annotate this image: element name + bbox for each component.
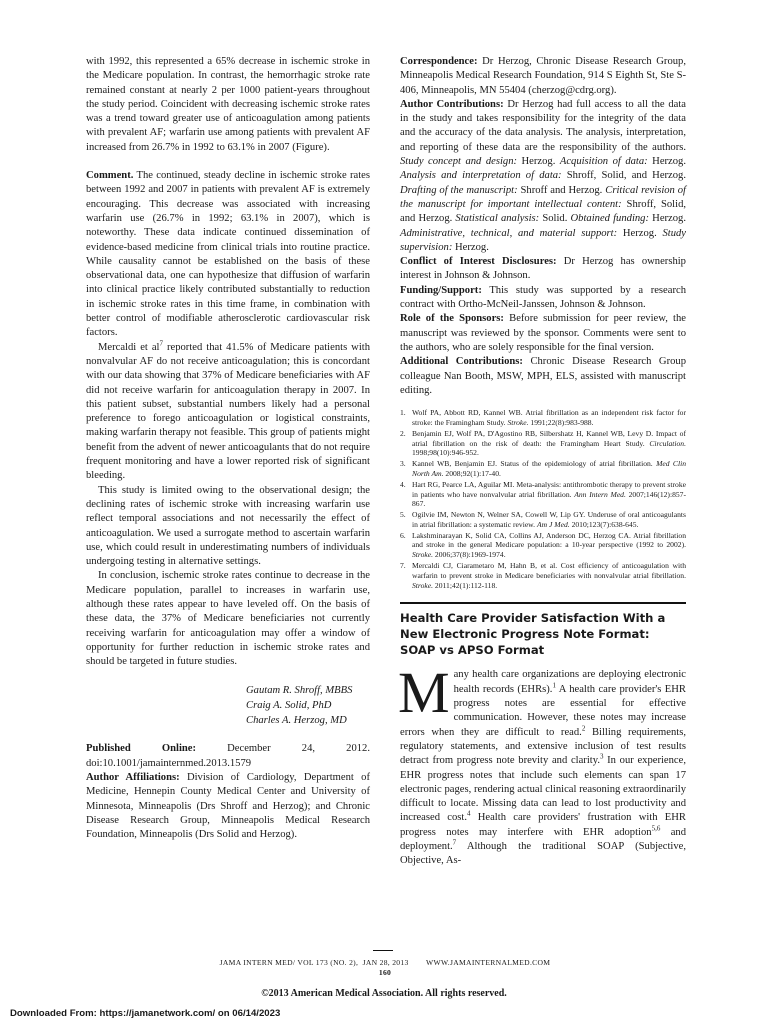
reference-number: 5.	[400, 510, 406, 520]
contrib-value: Shroff, Solid, and Herzog.	[561, 170, 686, 182]
author-name: Gautam R. Shroff, MBBS	[246, 685, 353, 697]
lead-text: A health care provider's EHR progress notes are essential for effective communication. However, these notes may increase errors when they are difficult to read.	[400, 683, 686, 738]
author-name: Charles A. Herzog, MD	[246, 715, 347, 727]
reference-text: Lakshminarayan K, Solid CA, Collins AJ, Anderson DC, Herzog CA. Atrial fibrillation and stroke in the general Medicare population: a 10-year perspective (1992 to 2002).	[412, 530, 686, 550]
comment-text: The continued, steady decline in ischemic stroke rates between 1992 and 2007 in patients with prevalent AF is extremely encouraging. This decrease was associated with increasing warfarin use (26.7% in 1992; 63.1% in 2007), which is noteworthy. These data indicate continued dissemination of evidence-based medicine from clinical trials into routine practice. While causality cannot be established on the basis of these observational data, one can hypothesize that diffusion of warfarin into clinical practice likely contributed substantially to reduction in ischemic stroke rates in this time frame, in combination with better control of modifiable atherosclerotic cardiovascular risk factors.	[86, 170, 370, 339]
citation-sup: 7	[159, 339, 163, 348]
author-signatures	[86, 683, 370, 728]
reference-item	[400, 561, 686, 590]
contrib-label: Critical revision of the manuscript for important intellectual content:	[400, 184, 687, 210]
reference-text: Kannel WB, Benjamin EJ. Status of the epidemiology of atrial fibrillation.	[412, 459, 657, 469]
reference-journal: Med Clin North Am.	[412, 459, 686, 478]
reference-citation: 2007;146(12):857-867.	[412, 489, 686, 509]
mercaldi-post: reported that 41.5% of Medicare patients with nonvalvular AF do not receive anticoagulation; this is concordant with our data showing that 37% of Medicare beneficiaries with AF did not receive warfarin for anticoagulation therapy in 2007. In this patient subset, substantial numbers likely had a personal preference to forego anticoagulation or logistical constraints, making warfarin therapy not feasible. This group of patients might benefit from the advent of newer anticoagulants that do not require frequent monitoring and have a lower reported risk of significant bleeding.	[86, 341, 371, 482]
journal-line: JAMA INTERN MED/ VOL 173 (NO. 2), JAN 28, 2013 WWW.JAMAINTERNALMED.COM	[219, 958, 551, 967]
additional-text: Chronic Disease Research Group colleague Nan Booth, MSW, MPH, ELS, assisted with manuscript editing.	[400, 356, 686, 396]
citation-sup: 2	[581, 724, 586, 733]
contrib-label: Acquisition of data:	[559, 156, 648, 168]
copyright-notice: ©2013 American Medical Association. All rights reserved.	[261, 988, 507, 999]
citation-sup: 7	[452, 838, 457, 847]
reference-citation: 2011;42(1):112-118.	[433, 580, 498, 590]
journal-footer	[170, 958, 600, 978]
citation-sup: 1	[552, 681, 556, 690]
contrib-value: Herzog.	[517, 156, 560, 168]
role-of-sponsors	[400, 312, 686, 355]
reference-item	[400, 480, 686, 509]
funding-support	[400, 284, 686, 313]
citation-sup: 4	[466, 809, 471, 818]
published-label: Published Online:	[86, 743, 197, 755]
contrib-label: Administrative, technical, and material support:	[400, 227, 618, 239]
article-title: Health Care Provider Satisfaction With a New Electronic Progress Note Format: SOAP vs APSO Format	[400, 611, 666, 658]
limitations-paragraph: This study is limited owing to the observational design; the declining rates of ischemic stroke with increasing warfarin use reflect temporal associations and not necessarily the effect of anticoagulation. We used a surrogate method to ascertain warfarin use, which could result in underestimating numbers of individuals undergoing testing in alternative settings.	[86, 484, 370, 568]
footer-rule	[373, 950, 393, 951]
published-online	[86, 742, 370, 771]
affiliations-label: Author Affiliations:	[86, 772, 180, 784]
contributions-text: Dr Herzog had full access to all the data in the study and takes responsibility for the integrity of the data and the accuracy of the data analysis. The analysis, interpretation, and reporting of these data are the responsibility of the authors.	[400, 98, 686, 153]
reference-citation: 2006;37(8):1969-1974.	[433, 550, 506, 560]
reference-journal: Am J Med.	[536, 519, 570, 529]
right-column	[400, 55, 686, 869]
contrib-label: Study concept and design:	[400, 156, 518, 168]
funding-text: This study was supported by a research contract with Ortho-McNeil-Janssen, Johnson & Johnson.	[400, 284, 686, 311]
comment-paragraph	[86, 169, 370, 341]
reference-number: 4.	[400, 479, 406, 489]
reference-journal: Stroke.	[507, 417, 529, 427]
article-lead-paragraph	[398, 660, 687, 868]
reference-journal: Circulation.	[649, 438, 686, 448]
author-contributions	[400, 98, 686, 255]
contrib-label: Statistical analysis:	[455, 213, 540, 225]
published-text: December 24, 2012. doi:10.1001/jamainternmed.2013.1579	[86, 743, 370, 769]
affiliations-text: Division of Cardiology, Department of Medicine, Hennepin County Medical Center and University of Minnesota, Minneapolis (Drs Shroff and Herzog); and Chronic Disease Research Group, Minneapolis Medical Research Foundation, Minneapolis (Drs Solid and Herzog).	[86, 772, 370, 841]
lead-text: Although the traditional SOAP (Subjective, Objective, As-	[400, 841, 686, 867]
page-number: 160	[378, 968, 392, 977]
sponsor-text: Before submission for peer review, the manuscript was reviewed by the sponsor. Comments were sent to the authors, who are solely responsible for the final version.	[400, 313, 686, 353]
mercaldi-paragraph	[86, 341, 370, 484]
conflict-text: Dr Herzog has ownership interest in Johnson & Johnson.	[400, 256, 686, 282]
comment-heading: Comment.	[86, 170, 134, 182]
reference-number: 3.	[400, 459, 406, 469]
contrib-value: Herzog.	[647, 156, 687, 168]
reference-text: Hart RG, Pearce LA, Aguilar MI. Meta-analysis: antithrombotic therapy to prevent stroke in patients who have nonvalvular atrial fibrillation.	[412, 479, 686, 499]
references-list	[400, 408, 686, 590]
contrib-value: Solid.	[539, 213, 571, 225]
additional-contributions	[400, 355, 686, 398]
reference-item	[400, 429, 686, 458]
contrib-label: Drafting of the manuscript:	[400, 184, 518, 196]
sponsor-label: Role of the Sponsors:	[400, 313, 504, 325]
reference-citation: 1991;22(8):983-988.	[528, 417, 594, 427]
author-name: Craig A. Solid, PhD	[246, 700, 332, 712]
contrib-value: Herzog.	[649, 213, 686, 225]
reference-text: Ogilvie IM, Newton N, Welner SA, Cowell W, Lip GY. Underuse of oral anticoagulants in atrial fibrillation: a systematic review.	[412, 510, 686, 529]
contrib-value: Herzog.	[617, 227, 663, 239]
contrib-label: Obtained funding:	[570, 213, 650, 225]
citation-sup: 5,6	[651, 824, 661, 833]
contrib-label: Study supervision:	[400, 227, 687, 253]
contrib-value: Shroff and Herzog.	[517, 184, 606, 196]
intro-paragraph: with 1992, this represented a 65% decrease in ischemic stroke in the Medicare population. In contrast, the hemorrhagic stroke rate remained constant at nearly 2 per 1000 patient-years throughout the study period. Coincident with decreasing ischemic stroke rates was a trend toward greater use of anticoagulation among patients with prevalent AF; warfarin use among patients with prevalent AF increased from 26.7% in 1992 to 63.1% in 2007 (Figure).	[86, 56, 370, 153]
lead-text: and deployment.	[400, 826, 686, 853]
lead-text: any health care organizations are deploying electronic health records (EHRs).	[453, 669, 686, 695]
reference-number: 2.	[400, 428, 406, 438]
lead-text: Billing requirements, regulatory statements, and extensive inclusion of test results detract from progress note brevity and clarity.	[400, 726, 687, 767]
conflict-disclosures	[400, 255, 686, 284]
lead-text: Health care providers' frustration with EHR progress notes may interfere with EHR adoption	[400, 812, 686, 838]
contrib-value: Herzog.	[452, 241, 489, 253]
correspondence-label: Correspondence:	[400, 56, 478, 67]
reference-item	[400, 510, 686, 530]
additional-label: Additional Contributions:	[400, 356, 523, 368]
drop-cap: M	[398, 660, 450, 726]
section-divider	[400, 602, 686, 604]
reference-journal: Stroke.	[412, 550, 434, 560]
correspondence	[400, 55, 686, 98]
reference-citation: 2008;92(1):17-40.	[443, 468, 501, 478]
lead-text: In our experience, EHR progress notes that include such elements can span 17 electronic pages, rendering actual clinical reasoning extraordinarily difficult to locate. Missing data can lead to lost productivity and increased cost.	[400, 755, 686, 824]
reference-text: Mercaldi CJ, Ciarametaro M, Hahn B, et al. Cost efficiency of anticoagulation with warfarin to prevent stroke in Medicare beneficiaries with nonvalvular atrial fibrillation.	[412, 561, 686, 580]
reference-item	[400, 459, 686, 479]
reference-journal: Stroke.	[412, 580, 434, 590]
contrib-label: Analysis and interpretation of data:	[400, 170, 562, 182]
reference-journal: Ann Intern Med.	[574, 489, 626, 499]
reference-citation: 1998;98(10):946-952.	[412, 448, 479, 458]
conclusion-paragraph: In conclusion, ischemic stroke rates continue to decrease in the Medicare population, parallel to increases in warfarin use, although these rates appear to have leveled off. On the basis of these data, the 37% of Medicare beneficiaries not currently receiving warfarin for anticoagulation may offer a window of opportunity for further reduction in ischemic stroke rates and should be targeted in future studies.	[86, 570, 370, 668]
contributions-label: Author Contributions:	[400, 98, 504, 110]
reference-item	[400, 531, 686, 560]
reference-number: 1.	[400, 408, 406, 418]
reference-number: 7.	[400, 561, 406, 571]
correspondence-text: Dr Herzog, Chronic Disease Research Group, Minneapolis Medical Research Foundation, 914 S Eighth St, Ste S-406, Minneapolis, MN 55404 (cherzog@cdrg.org).	[400, 56, 686, 96]
reference-citation: 2010;123(7):638-645.	[569, 519, 639, 529]
funding-label: Funding/Support:	[400, 284, 482, 296]
citation-sup: 3	[599, 752, 604, 761]
reference-text: Wolf PA, Abbott RD, Kannel WB. Atrial fibrillation as an independent risk factor for stroke: the Framingham Study.	[412, 408, 686, 427]
reference-item	[400, 408, 686, 428]
reference-number: 6.	[400, 530, 406, 540]
reference-text: Benjamin EJ, Wolf PA, D'Agostino RB, Silbershatz H, Kannel WB, Levy D. Impact of atrial fibrillation on the risk of death: the Framingham Heart Study.	[412, 428, 686, 448]
contrib-value: Shroff, Solid, and Herzog.	[400, 198, 687, 225]
mercaldi-pre: Mercaldi et al	[98, 341, 160, 353]
conflict-label: Conflict of Interest Disclosures:	[400, 256, 557, 268]
left-column	[86, 55, 370, 843]
download-notice: Downloaded From: https://jamanetwork.com/ on 06/14/2023	[10, 1008, 281, 1019]
author-affiliations	[86, 771, 370, 842]
